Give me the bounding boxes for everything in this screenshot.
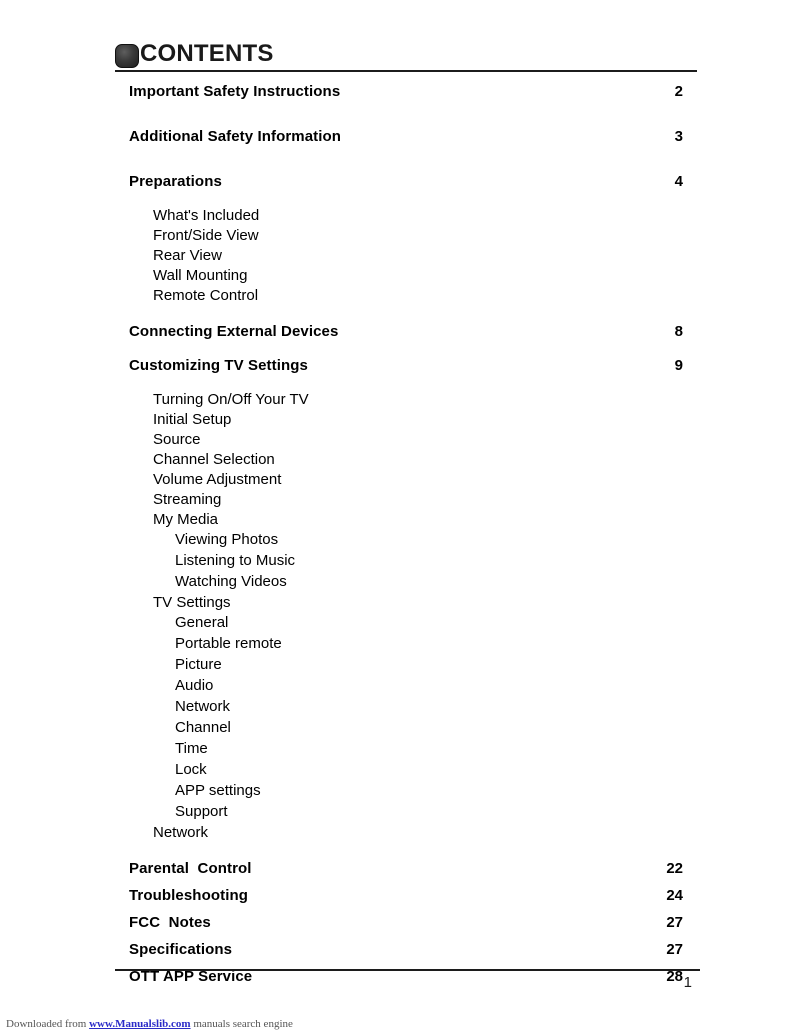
toc-entry-row[interactable] xyxy=(0,410,800,430)
toc-entry-row[interactable] xyxy=(0,470,800,490)
toc-entry-label: General xyxy=(175,614,229,631)
toc-entry-row[interactable] xyxy=(0,760,800,781)
toc-chapter-row[interactable] xyxy=(0,172,800,206)
toc-entry-row[interactable] xyxy=(0,802,800,823)
manualslib-link[interactable]: www.Manualslib.com xyxy=(89,1018,191,1030)
toc-page-number: 2 xyxy=(674,83,683,100)
toc-entry-label: Turning On/Off Your TV xyxy=(153,391,309,408)
watermark-suffix: manuals search engine xyxy=(190,1018,293,1030)
toc-page-number: 8 xyxy=(674,323,683,340)
section-gap xyxy=(0,116,800,127)
toc-entry-label: Watching Videos xyxy=(175,573,287,590)
toc-entry-label: Listening to Music xyxy=(175,552,296,569)
toc-page-number: 9 xyxy=(674,357,683,374)
toc-entry-label: Additional Safety Information xyxy=(129,128,342,145)
toc-entry-label: Portable remote xyxy=(175,635,282,652)
toc-chapter-row[interactable] xyxy=(0,322,800,356)
toc-chapter-row[interactable] xyxy=(0,913,800,940)
toc-entry-label: Parental Control xyxy=(129,860,252,877)
toc-entry-label: Audio xyxy=(175,677,214,694)
toc-entry-label: Source xyxy=(153,431,201,448)
toc-page-number: 27 xyxy=(666,941,683,958)
toc-entry-row[interactable] xyxy=(0,697,800,718)
toc-entry-label: Picture xyxy=(175,656,222,673)
watermark-prefix: Downloaded from xyxy=(6,1018,90,1030)
toc-chapter-row[interactable] xyxy=(0,940,800,967)
rounded-square-bullet-icon xyxy=(115,44,139,68)
toc-entry-label: Rear View xyxy=(153,247,222,264)
toc-entry-label: Preparations xyxy=(129,173,222,190)
toc-entry-row[interactable] xyxy=(0,739,800,760)
toc-entry-label: Support xyxy=(175,803,228,820)
toc-entry-row[interactable] xyxy=(0,530,800,551)
toc-entry-row[interactable] xyxy=(0,718,800,739)
toc-chapter-row[interactable] xyxy=(0,886,800,913)
toc-entry-label: Important Safety Instructions xyxy=(129,83,341,100)
toc-entry-label: Channel xyxy=(175,719,231,736)
toc-entry-row[interactable] xyxy=(0,390,800,410)
toc-entry-row[interactable] xyxy=(0,226,800,246)
toc-entry-row[interactable] xyxy=(0,655,800,676)
toc-entry-label: Troubleshooting xyxy=(129,887,248,904)
toc-entry-label: Time xyxy=(175,740,208,757)
toc-entry-label: Lock xyxy=(175,761,207,778)
toc-entry-row[interactable] xyxy=(0,823,800,843)
toc-entry-row[interactable] xyxy=(0,572,800,593)
toc-page-number: 28 xyxy=(666,968,683,985)
toc-entry-label: APP settings xyxy=(175,782,261,799)
toc-entry-label: OTT APP Service xyxy=(129,968,253,985)
toc-entry-label: Initial Setup xyxy=(153,411,232,428)
toc-entry-label: What's Included xyxy=(153,207,260,224)
watermark-footer xyxy=(6,1017,293,1031)
toc-entry-row[interactable] xyxy=(0,490,800,510)
toc-entry-row[interactable] xyxy=(0,450,800,470)
toc-entry-label: Connecting External Devices xyxy=(129,323,339,340)
toc-entry-row[interactable] xyxy=(0,613,800,634)
toc-entry-label: Specifications xyxy=(129,941,233,958)
toc-entry-label: FCC Notes xyxy=(129,914,211,931)
toc-entry-row[interactable] xyxy=(0,206,800,226)
footer-page-number: 1 xyxy=(683,974,692,991)
toc-page-number: 27 xyxy=(666,914,683,931)
toc-entry-row[interactable] xyxy=(0,430,800,450)
toc-entry-label: Remote Control xyxy=(153,287,259,304)
contents-header xyxy=(115,40,700,74)
toc-page-number: 3 xyxy=(674,128,683,145)
toc-entry-row[interactable] xyxy=(0,781,800,802)
toc-chapter-row[interactable] xyxy=(0,859,800,886)
header-divider xyxy=(115,70,697,72)
toc-entry-label: Wall Mounting xyxy=(153,267,248,284)
section-gap xyxy=(0,161,800,172)
section-gap xyxy=(0,306,800,322)
toc-entry-row[interactable] xyxy=(0,286,800,306)
section-gap xyxy=(0,843,800,859)
toc-entry-row[interactable] xyxy=(0,246,800,266)
toc-entry-label: Viewing Photos xyxy=(175,531,279,548)
toc-entry-row[interactable] xyxy=(0,676,800,697)
toc-entry-label: Customizing TV Settings xyxy=(129,357,308,374)
toc-page-number: 22 xyxy=(666,860,683,877)
toc-page-number: 24 xyxy=(666,887,683,904)
toc-entry-label: Streaming xyxy=(153,491,222,508)
toc-chapter-row[interactable] xyxy=(0,967,800,994)
footer-divider xyxy=(115,969,700,971)
toc-entry-row[interactable] xyxy=(0,551,800,572)
toc-entry-row[interactable] xyxy=(0,593,800,613)
toc-entry-row[interactable] xyxy=(0,634,800,655)
page-title: CONTENTS xyxy=(140,40,274,67)
toc-entry-row[interactable] xyxy=(0,266,800,286)
toc-entry-label: Front/Side View xyxy=(153,227,259,244)
toc-entry-row[interactable] xyxy=(0,510,800,530)
toc-chapter-row[interactable] xyxy=(0,356,800,390)
toc-entry-label: Network xyxy=(153,824,209,841)
table-of-contents xyxy=(0,82,800,994)
toc-entry-label: Network xyxy=(175,698,231,715)
toc-entry-label: Channel Selection xyxy=(153,451,275,468)
toc-chapter-row[interactable] xyxy=(0,82,800,116)
toc-entry-label: Volume Adjustment xyxy=(153,471,282,488)
toc-chapter-row[interactable] xyxy=(0,127,800,161)
toc-page-number: 4 xyxy=(674,173,683,190)
toc-entry-label: My Media xyxy=(153,511,219,528)
toc-entry-label: TV Settings xyxy=(153,594,231,611)
